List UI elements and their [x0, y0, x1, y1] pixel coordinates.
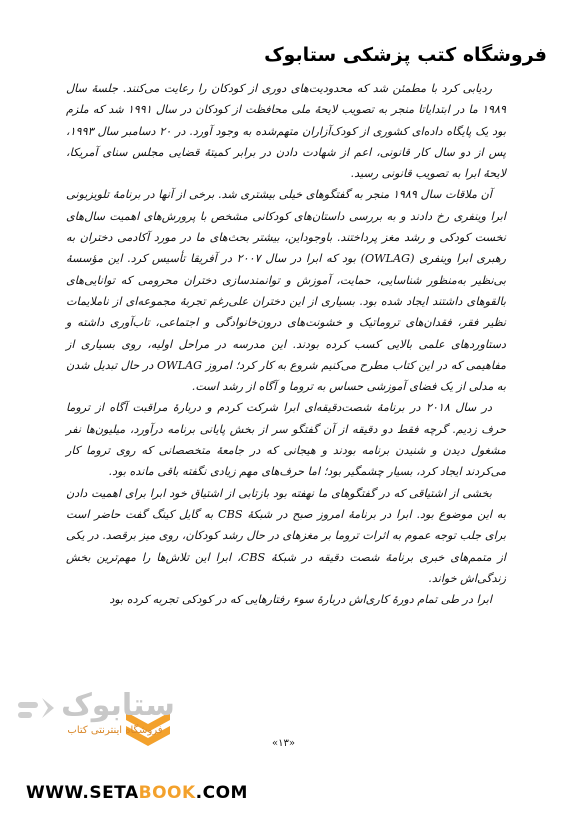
logo-brand-text: ستابوک — [61, 688, 175, 723]
paragraph: آن ملاقات سال ۱۹۸۹ منجر به گفتگوهای خیلی بیشتری شد. برخی از آنها در برنامهٔ تلویزیونی ابرا وینفری رخ دادند و به بررسی داستان‌های کودکانی مشخص با پرورش‌های اهمیت سال‌های نخست کودکی و رشد مغز پرداختند. باوجوداین، بیشتر بحث‌های ما در مورد آکادمی دختران به رهبری ابرا وینفری (OWLAG) بود که ابرا در سال ۲۰۰۷ در آفریقا تأسیس کرد. این مؤسسهٔ بی‌نظیر به‌منظور شناسایی، حمایت، آموزش و توانمندسازی دختران محرومی که توانایی‌های بالقوهای داشتند ایجاد شده بود. بسیاری از این دختران علی‌رغم تجربهٔ مجموعه‌ای از ناملایمات نظیر فقر، فقدان‌های تروماتیک و خشونت‌های درون‌خانوادگی و اجتماعی، تاب‌آوری داشته و دستاوردهای علمی بالایی کسب کرده بودند. این مدرسه در مراحل اولیه، روی بسیاری از مفاهیمی که در این کتاب مطرح می‌کنیم شروع به کار کرد؛ امروز OWLAG در حال تبدیل شدن به مدلی از یک فضای آموزشی حساس به تروما و آگاه از رشد است. — [66, 188, 507, 394]
paragraph: بخشی از اشتیاقی که در گفتگوهای ما نهفته بود بازتابی از اشتیاق خود ابرا برای اهمیت دادن به این موضوع بود. ابرا در برنامهٔ امروز صبح در شبکهٔ CBS به گایل کینگ گفت حاضر است برای جلب توجه عموم به اثرات تروما بر مغزهای در حال رشد کودکان، روی میز برقصد. در یکی از متمم‌های خبری برنامهٔ شصت دقیقه در شبکهٔ CBS، ابرا این تلاش‌ها را مهم‌ترین بخش زندگی‌اش خواند. — [66, 486, 506, 585]
page-number: «۱۳» — [272, 738, 295, 749]
url-accent: BOOK — [138, 783, 196, 803]
page-title: فروشگاه کتب پزشکی ستابوک — [264, 44, 547, 66]
document-body — [66, 78, 506, 610]
url-suffix: .COM — [195, 783, 248, 803]
paragraph: در سال ۲۰۱۸ در برنامهٔ شصت‌دقیقه‌ای ابرا شرکت کردم و دربارهٔ مراقبت آگاه از تروما حرف زدیم. گرچه فقط دو دقیقه از آن گفتگو سر از بخش پایانی برنامه درآورد، میلیون‌ها نفر مشغول دیدن و شنیدن برنامه بودند و هیجانی که در جامعهٔ متخصصانی که روی تروما کار می‌کردند ایجاد کرد، بسیار چشمگیر بود؛ اما حرف‌های مهم زیادی نگفته باقی مانده بود. — [66, 401, 506, 479]
paragraph: ابرا در طی تمام دورهٔ کاری‌اش دربارهٔ سوء رفتارهایی که در کودکی تجربه کرده بود — [109, 593, 492, 607]
url-prefix: WWW.SETA — [26, 783, 139, 803]
paragraph: ردیابی کرد با مطمئن شد که محدودیت‌های دوری از کودکان را رعایت می‌کنند. جلسهٔ سال ۱۹۸۹ ما در ابتدا‌یاتا منجر به تصویب لایحهٔ ملی محافظت از کودکان در سال ۱۹۹۱ شد که ملزم بود یک پایگاه داده‌ای کشوری از کودک‌آزاران متهم‌شده به وجود آورد. در ۲۰ دسامبر سال ۱۹۹۳، پس از دو سال کار قانونی، اعم از شهادت دادن در برابر کمیتهٔ قضایی مجلس سنای آمریکا، لایحهٔ ابرا به تصویب قانونی رسید. — [66, 82, 506, 181]
footer-website[interactable] — [26, 783, 248, 803]
logo-tagline: فروشگاه اینترنتی کتاب — [67, 725, 163, 736]
